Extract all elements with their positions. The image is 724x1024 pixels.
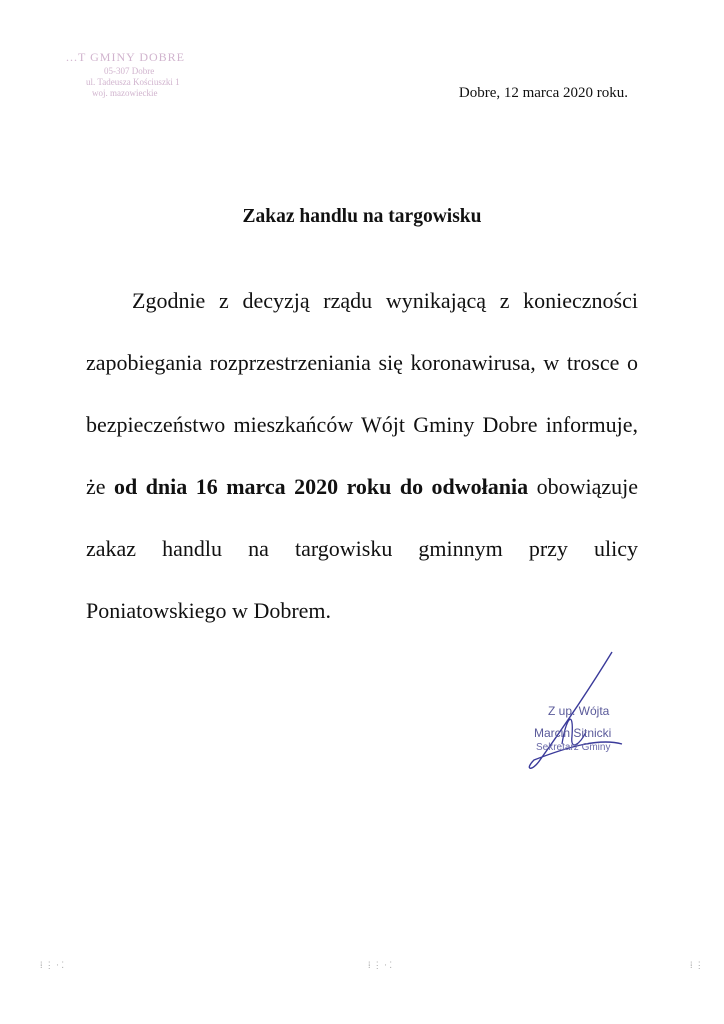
- body-text-bold: od dnia 16 marca 2020 roku do odwołania: [114, 474, 529, 499]
- stamp-line-3: ul. Tadeusza Kościuszki 1: [86, 77, 180, 87]
- signature-line-2: Marcin Sitnicki: [534, 726, 612, 740]
- document-title: Zakaz handlu na targowisku: [242, 206, 482, 227]
- scan-mark-icon: ⁞ ⋮ · ⁚: [40, 960, 65, 970]
- scan-mark-icon: ⁞ ⋮: [690, 960, 704, 970]
- document-body: [86, 270, 638, 642]
- stamp-line-1: ...T GMINY DOBRE: [66, 50, 186, 64]
- document-date: Dobre, 12 marca 2020 roku.: [458, 85, 628, 101]
- body-text-part-2: obowiązuje zakaz handlu na targowisku gminnym przy ulicy Poniatowskiego w Dobrem.: [86, 474, 639, 623]
- scan-mark-icon: ⁞ ⋮ · ⁚: [368, 960, 393, 970]
- office-stamp: [56, 50, 246, 98]
- stamp-line-4: woj. mazowieckie: [92, 88, 158, 98]
- signature-line-3: Sekretarz Gminy: [536, 742, 611, 753]
- signature-line-1: Z up. Wójta: [548, 704, 610, 718]
- signature-block: [510, 648, 660, 778]
- body-text-part-1: Zgodnie z decyzją rządu wynikającą z konieczności zapobiegania rozprzestrzeniania się koronawirusa, w trosce o bezpieczeństwo mieszkańców Wójt Gminy Dobre informuje, że: [86, 288, 638, 499]
- stamp-line-2: 05-307 Dobre: [104, 66, 155, 76]
